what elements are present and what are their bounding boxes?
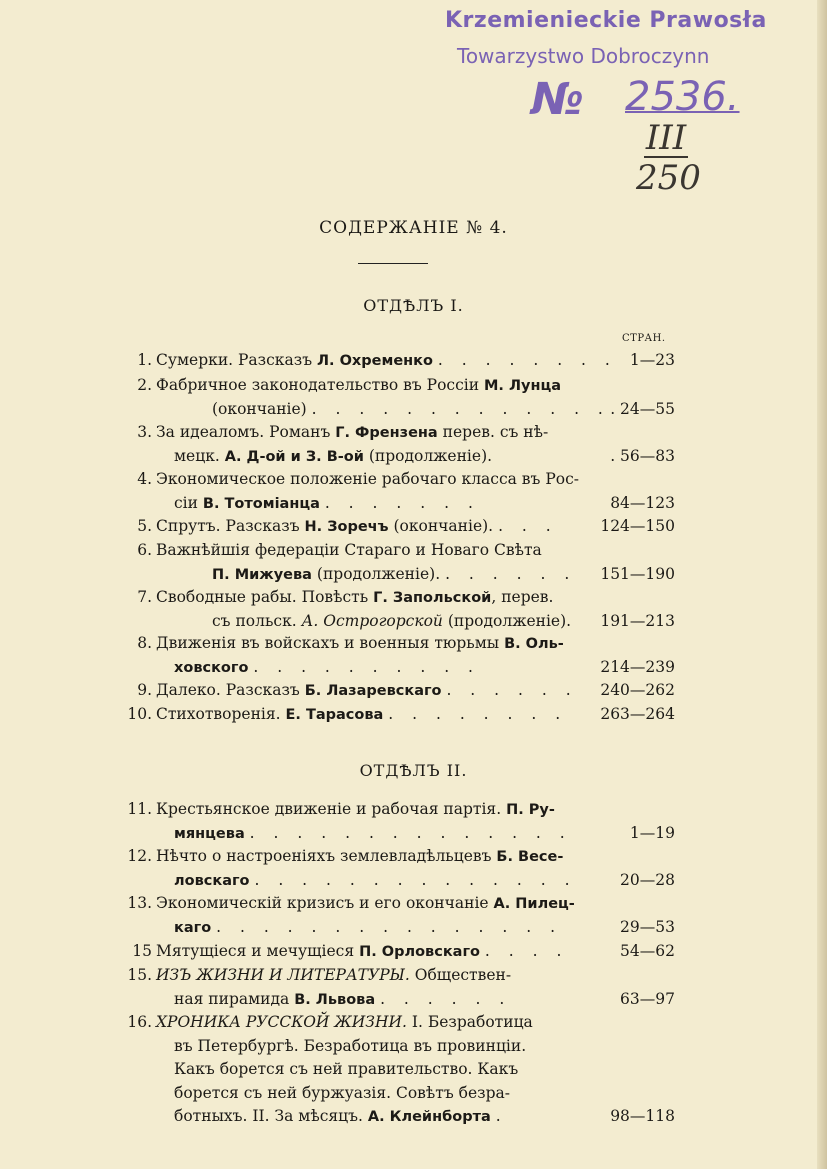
toc-entry-15: 15. ИЗЪ ЖИЗНИ И ЛИТЕРАТУРЫ. Обществен- ная пирамида В. Львова . . . . . . 63—97	[118, 964, 710, 1011]
page-range: 1—23	[629, 351, 675, 369]
toc-entry-2: 2. Фабричное законодательство въ Россіи М. Лунца (окончаніе) . . . . . . . . . . . . . . 24—55	[118, 374, 710, 421]
toc-entry-16: 16. ХРОНИКА РУССКОЙ ЖИЗНИ. I. Безработица въ Петербургѣ. Безработица въ провинціи. Какъ борется съ ней правительство. Какъ борется съ ней буржуазія. Совѣтъ безра- ботныхъ. II. За мѣсяцъ. А. Клейнборта . 98—118	[118, 1011, 710, 1129]
shelfmark-top: III	[645, 118, 687, 158]
page-range: . 56—83	[610, 446, 675, 465]
toc-entry-6: 6. Важнѣйшія федераціи Стараго и Новаго Свѣта П. Мижуева (продолженіе). . . . . . . 151—190	[118, 539, 710, 586]
page-range: 54—62	[620, 942, 675, 960]
shelfmark-bottom: 250	[636, 158, 701, 198]
toc-entry-4: 4. Экономическое положеніе рабочаго класса въ Рос- сіи В. Тотоміанца . . . . . . . 84—123	[118, 468, 710, 515]
toc-entry-5: 5. Спрутъ. Разсказъ Н. Зоречъ (окончаніе). . . . 124—150	[118, 515, 710, 539]
page-range: 29—53	[620, 917, 675, 936]
page-range: 98—118	[610, 1107, 675, 1125]
page-range: 214—239	[600, 657, 675, 676]
page-range: 20—28	[620, 870, 675, 889]
page-range: 240—262	[600, 681, 675, 699]
stamp-number: 2536.	[625, 74, 740, 120]
pages-column-header: СТРАН.	[622, 333, 666, 344]
page-range: 263—264	[600, 705, 675, 723]
toc-entry-12: 12. Нѣчто о настроеніяхъ землевладѣльцевъ Б. Весе- ловскаго . . . . . . . . . . . . . . 20—28	[118, 845, 710, 892]
toc-entry-11: 11. Крестьянское движеніе и рабочая партія. П. Ру- мянцева . . . . . . . . . . . . . . 1—19	[118, 798, 710, 845]
page-range: 151—190	[600, 564, 675, 583]
toc-entry-8: 8. Движенія въ войскахъ и военныя тюрьмы В. Оль- ховского . . . . . . . . . . 214—239	[118, 632, 710, 679]
stamp-line-1: Krzemienieckie Prawosła	[445, 8, 767, 33]
section-2-heading: ОТДѢЛЪ II.	[359, 761, 468, 780]
toc-entry-1: 1. Сумерки. Разсказъ Л. Охременко . . . . . . . . 1—23	[118, 349, 710, 373]
page-range: 63—97	[620, 989, 675, 1008]
page-range: 124—150	[600, 517, 675, 535]
toc-entry-9: 9. Далеко. Разсказъ Б. Лазаревскаго . . . . . . 240—262	[118, 679, 710, 703]
toc-entry-10: 10. Стихотворенія. Е. Тарасова . . . . . . . . 263—264	[118, 703, 710, 727]
stamp-number-sign: №	[531, 74, 584, 125]
stamp-line-2: Towarzystwo Dobroczynn	[457, 44, 710, 68]
toc-entry-13: 13. Экономическій кризисъ и его окончаніе А. Пилец- каго . . . . . . . . . . . . . . . 29—53	[118, 892, 710, 939]
page-range: 84—123	[610, 493, 675, 512]
toc-entry-14: 15 Мятущіеся и мечущіеся П. Орловскаго . . . . 54—62	[118, 940, 710, 964]
page-edge	[817, 0, 827, 1169]
title-rule	[358, 263, 428, 264]
page-title: СОДЕРЖАНІЕ № 4.	[319, 218, 508, 238]
toc-entry-3: 3. За идеаломъ. Романъ Г. Френзена перев. съ нѣ- мецк. А. Д-ой и З. В-ой (продолженіе). . 56—83	[118, 421, 710, 468]
page-range: 1—19	[629, 823, 675, 842]
toc-entry-7: 7. Свободные рабы. Повѣсть Г. Запольской, перев. съ польск. А. Острогорской (продолженіе). 191—213	[118, 586, 710, 633]
section-1-heading: ОТДѢЛЪ I.	[363, 296, 464, 315]
page-range: 191—213	[600, 611, 675, 630]
page-range: . 24—55	[610, 399, 675, 418]
handwritten-shelfmark	[636, 118, 701, 198]
